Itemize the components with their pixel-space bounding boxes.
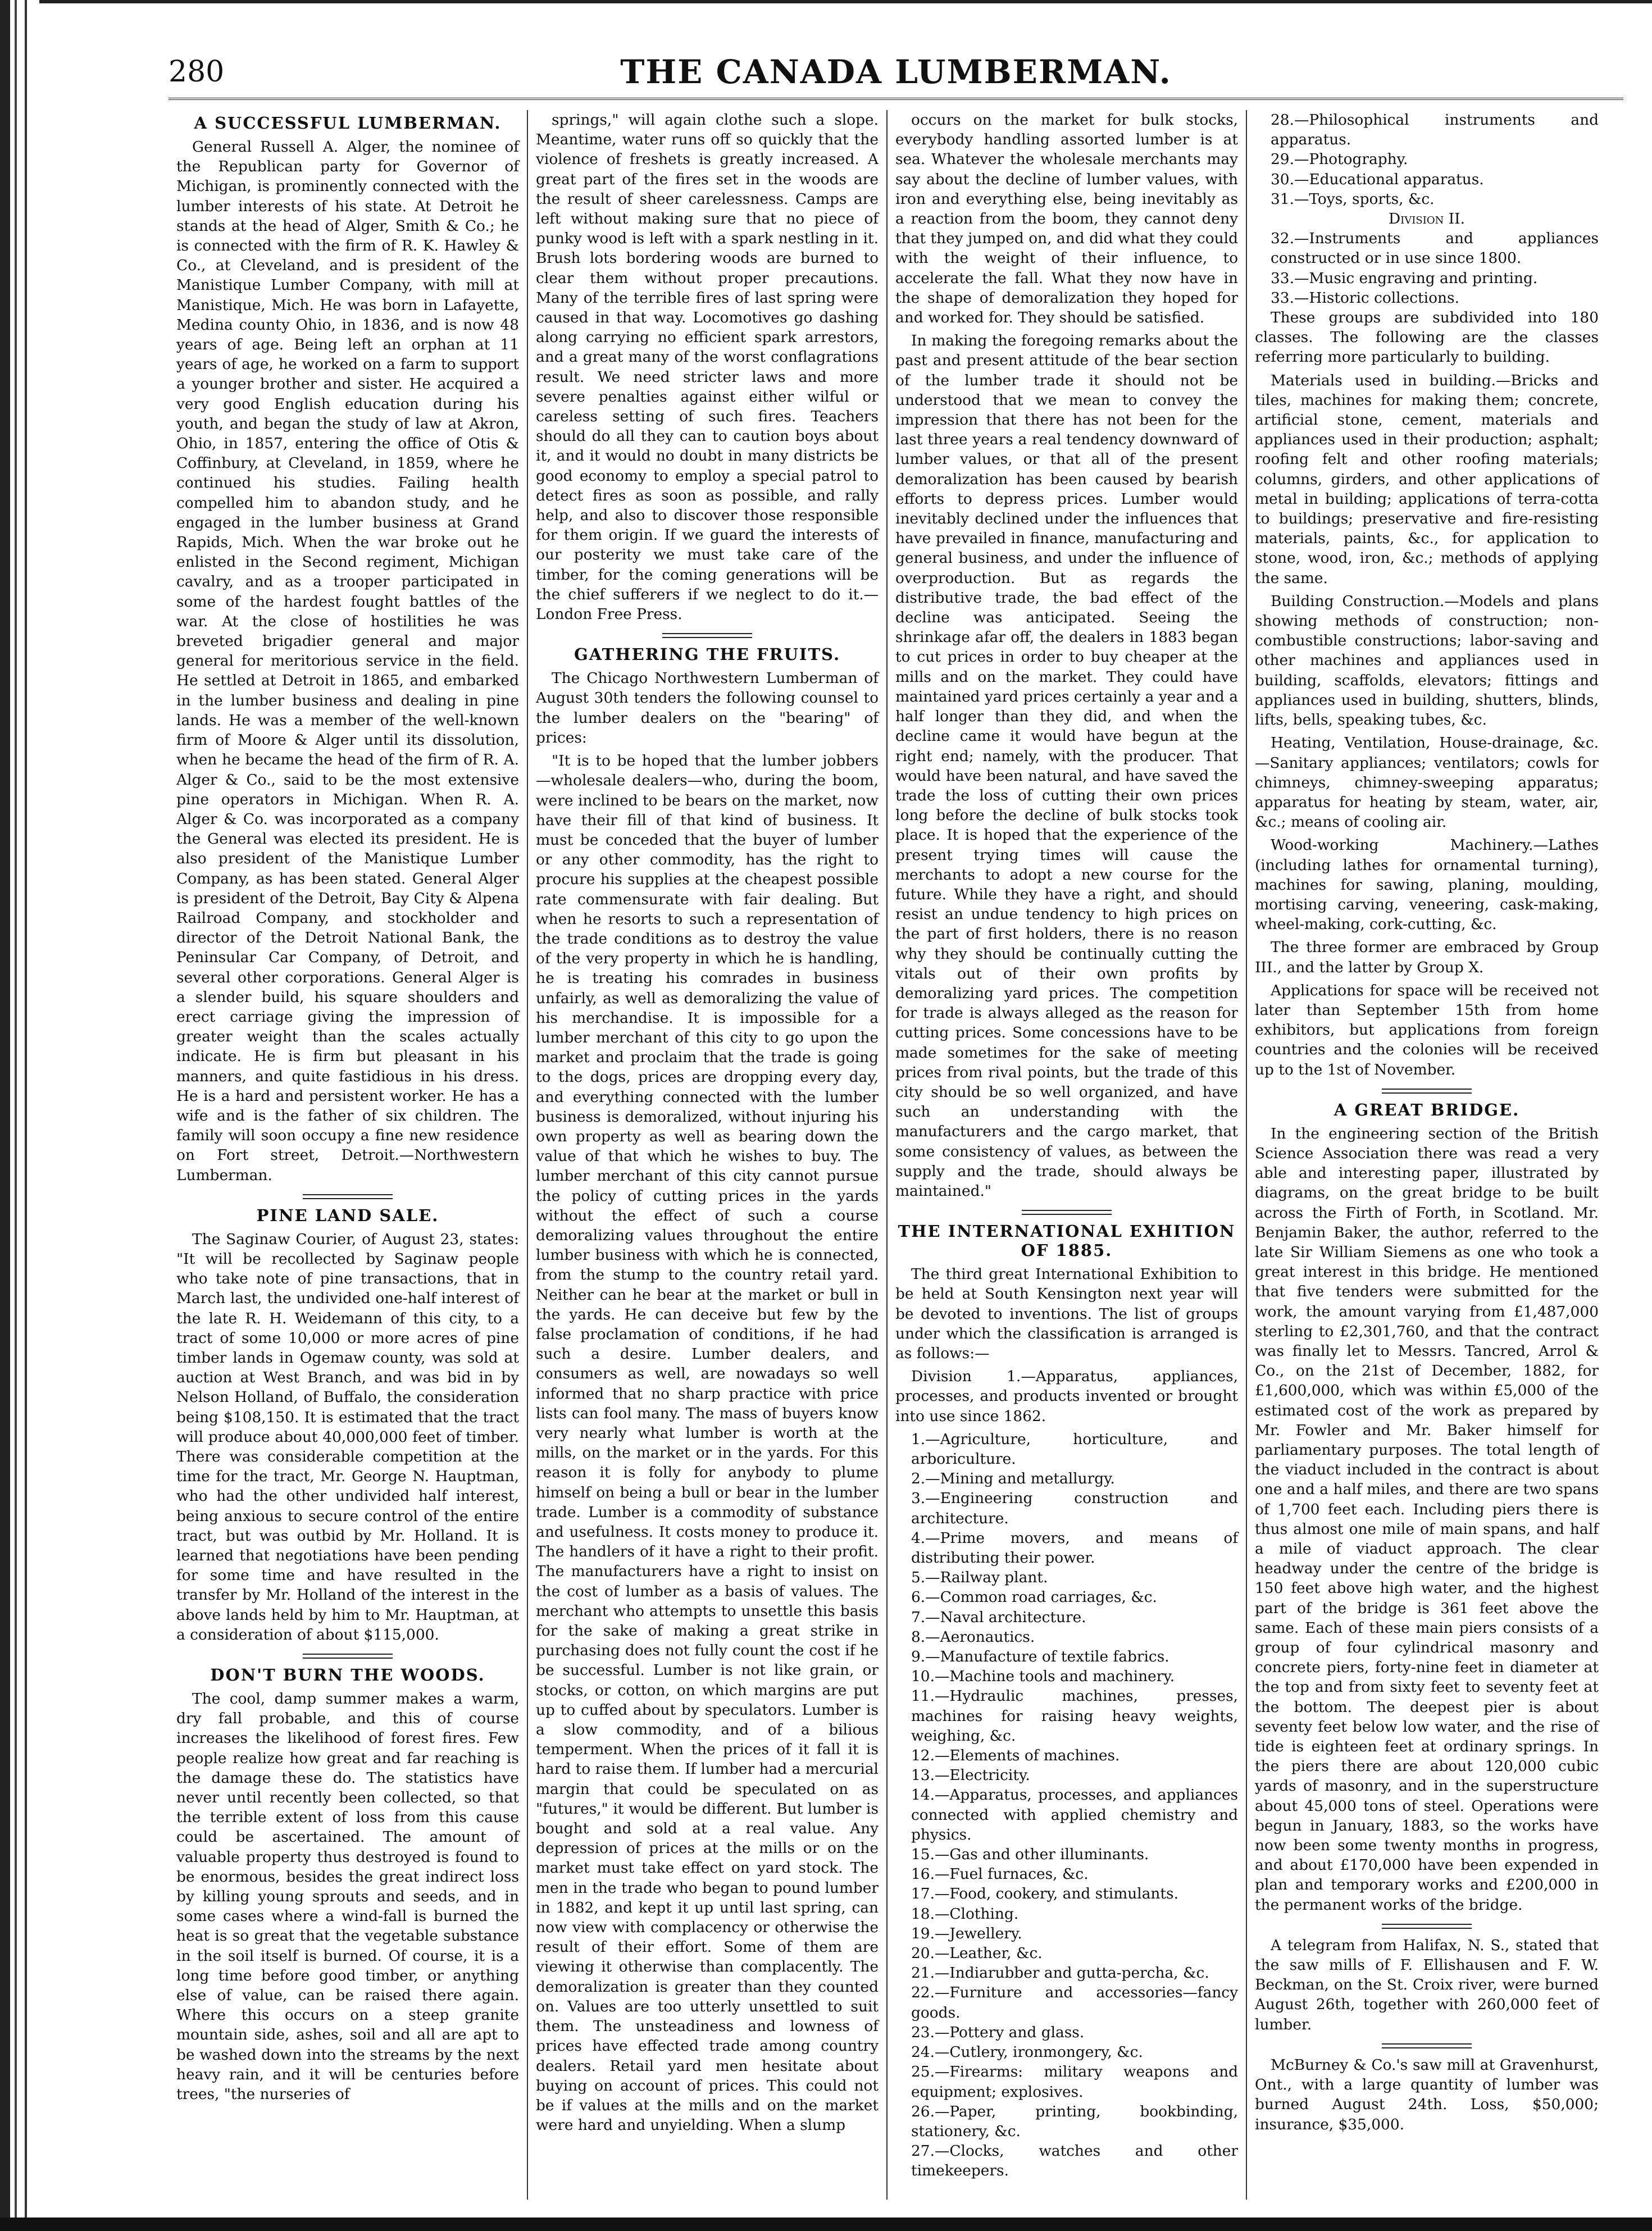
- list-item: 15.—Gas and other illuminants.: [911, 1846, 1149, 1864]
- section-rule: [1022, 1210, 1112, 1215]
- column-1: [169, 110, 528, 2200]
- newspaper-title: THE CANADA LUMBERMAN.: [620, 53, 1172, 91]
- column-2: [528, 110, 888, 2200]
- list-item: 18.—Clothing.: [911, 1905, 1019, 1923]
- list-item: 25.—Firearms: military weapons and equipment; explosives.: [911, 2063, 1238, 2101]
- list-item: 33.—Music engraving and printing.: [1271, 269, 1538, 287]
- article-text: General Russell A. Alger, the nominee of the Republican party for Governor of Michigan, is prominently connected with the lumber interests of his state. At Detroit he stands at the head of Alger, Smith & Co.; he is connected with the firm of R. K. Hawley & Co., at Cleveland, and is president of the Manistique Lumber Company, with mill at Manistique, Mich. He was born in Lafayette, Medina county Ohio, in 1836, and is now 48 years of age. Being left an orphan at 11 years of age, he worked on a farm to support a younger brother and sister. He acquired a very good English education during his youth, and began the study of law at Akron, Ohio, in 1857, entering the office of Otis & Coffinbury, at Cleveland, in 1859, where he continued his studies. Failing health compelled him to abandon study, and he engaged in the lumber business at Grand Rapids, Mich. When the war broke out he enlisted in the Second regiment, Michigan cavalry, and as a trooper participated in some of the hardest fought battles of the war. At the close of hostilities he was breveted brigadier general and major general for meritorious service in the field. He settled at Detroit in 1865, and embarked in the lumber business and dealing in pine lands. He was a member of the well-known firm of Moore & Alger until its dissolution, when he became the head of the firm of R. A. Alger & Co., said to be the most extensive pine operators in Michigan. When R. A. Alger & Co. was incorporated as a company the General was elected its president. He is also president of the Manistique Lumber Company, as has been stated. General Alger is president of the Detroit, Bay City & Alpena Railroad Company, and stockholder and director of the Detroit National Bank, the Peninsular Car Company, of Detroit, and several other corporations. General Alger is a slender build, his square shoulders and erect carriage giving the impression of greater weight than the scales actually indicate. He is firm but pleasant in his manners, and quite fastidious in his dress. He is a hard and persistent worker. He has a wife and is the father of six children. The family will soon occupy a fine new residence on Fort street, Detroit.—Northwestern Lumberman.: [176, 138, 519, 1184]
- list-item: 9.—Manufacture of textile fabrics.: [911, 1648, 1169, 1666]
- column-3: [888, 110, 1247, 2200]
- list-item: 14.—Apparatus, processes, and appliances connected with applied chemistry and physics.: [911, 1786, 1238, 1843]
- list-item: 17.—Food, cookery, and stimulants.: [911, 1885, 1178, 1903]
- article-text: "It is to be hoped that the lumber jobbers—wholesale dealers—who, during the boom, were inclined to be bears on the market, now have their fill of that kind of business. It must be conceded that the buyer of lumber or any other commodity, has the right to procure his supplies at the cheapest possible rate commensurate with fair dealing. But when he resorts to such a representation of the trade conditions as to destroy the value of the very property in which he is handling, he is treating his comrades in business unfairly, as well as demoralizing the value of his merchandise. It is impossible for a lumber merchant of this city to go upon the market and proclaim that the trade is going to the dogs, prices are dropping every day, and everything connected with the lumber business is demoralized, without injuring his own property as well as bearing down the value of that which he wishes to buy. The lumber merchant of this city cannot pursue the policy of cutting prices in the yards without the effect of such a course demoralizing values throughout the entire lumber business with which he is connected, from the stump to the country retail yard. Neither can he bear at the market or bull in the yards. He can deceive but few by the false proclamation of conditions, if he had such a desire. Lumber dealers, and consumers as well, are nowadays so well informed that no sharp practice with price lists can fool many. The mass of buyers know very nearly what lumber is worth at the mills, on the market or in the yards. For this reason it is folly for anybody to plume himself on being a bull or bear in the lumber trade. Lumber is a commodity of substance and usefulness. It costs money to produce it. The handlers of it have a right to their profit. The manufacturers have a right to insist on the cost of lumber as a basis of values. The merchant who attempts to unsettle this basis for the sake of making a great strike in purchasing does not fully count the cost if he be successful. Lumber is not like grain, or stocks, or cotton, on which margins are put up to cuffed about by speculators. Lumber is a slow commodity, and of a bilious temperment. When the prices of it fall it is hard to raise them. If lumber had a mercurial margin that could be speculated on as "futures," it would be different. But lumber is bought and sold at a real value. Any depression of prices at the mills or on the market must take effect on yard stock. The men in the trade who began to pound lumber in 1882, and kept it up until last spring, can now view with complacency or otherwise the result of their effort. Some of them are viewing it otherwise than complacently. The demoralization is greater than they counted on. Values are too utterly unsettled to suit them. The unsteadiness and lowness of prices have effected trade among country dealers. Retail yard men hesitate about buying on account of prices. This could not be if values at the mills and on the market were hard and unyielding. When a slump: [536, 752, 879, 2134]
- article-text: McBurney & Co.'s saw mill at Gravenhurst, Ont., with a large quantity of lumber was burned August 24th. Loss, $50,000; insurance, $35,000.: [1255, 2056, 1599, 2133]
- section-rule: [1382, 1089, 1472, 1094]
- division-heading: Division II.: [1389, 210, 1465, 228]
- list-item: 20.—Leather, &c.: [911, 1945, 1043, 1963]
- list-item: 31.—Toys, sports, &c.: [1271, 190, 1435, 208]
- article-text: Applications for space will be received not later than September 15th from home exhibitors, but applications from foreign countries and the colonies will be received up to the 1st of November.: [1255, 981, 1599, 1078]
- article-text: The Chicago Northwestern Lumberman of August 30th tenders the following counsel to the lumber dealers on the "bearing" of prices:: [536, 670, 879, 746]
- page-bottom-edge: [0, 2218, 1652, 2231]
- list-item: 29.—Photography.: [1271, 151, 1408, 169]
- list-item: 12.—Elements of machines.: [911, 1747, 1120, 1765]
- article-text: springs," will again clothe such a slope. Meantime, water runs off so quickly that the violence of freshets is greatly increased. A great part of the fires set in the woods are the result of sheer carelessness. Camps are left without making sure that no piece of punky wood is left with a spark nestling in it. Brush lots bordering woods are burned to clear them without proper precautions. Many of the terrible fires of last spring were caused in that way. Locomotives go dashing along carrying no efficient spark arrestors, and a great many of the worst conflagrations result. We need stricter laws and more severe penalties against either wilful or careless setting of such fires. Teachers should do all they can to caution boys about it, and it would no doubt in many districts be good economy to employ a special patrol to detect fires as soon as possible, and rally help, and also to discover those responsible for them origin. If we guard the interests of our posterity we must take care of the timber, for the coming generations will be the chief sufferers if we neglect to do it.—London Free Press.: [536, 111, 879, 623]
- list-item: 19.—Jewellery.: [911, 1924, 1022, 1942]
- section-rule: [303, 1654, 393, 1659]
- list-item: 4.—Prime movers, and means of distributing their power.: [911, 1529, 1238, 1567]
- list-item: 32.—Instruments and appliances constructed or in use since 1800.: [1271, 230, 1599, 267]
- list-item: 21.—Indiarubber and gutta-percha, &c.: [911, 1964, 1209, 1982]
- headline-dont-burn-woods: DON'T BURN THE WOODS.: [210, 1665, 485, 1685]
- article-text: These groups are subdivided into 180 classes. The following are the classes referring more particularly to building.: [1255, 309, 1599, 366]
- list-item: 10.—Machine tools and machinery.: [911, 1668, 1175, 1686]
- binding-edge: [0, 0, 39, 2231]
- article-text: The third great International Exhibition to be held at South Kensington next year will be devoted to inventions. The list of groups under which the classification is arranged is as follows:—: [895, 1265, 1238, 1362]
- masthead: [169, 49, 1623, 100]
- list-item: 26.—Paper, printing, bookbinding, stationery, &c.: [911, 2102, 1238, 2140]
- article-text: In making the foregoing remarks about the past and present attitude of the bear section of the lumber trade it should not be understood that we mean to convey the impression that there has not been for the last three years a real tendency downward of lumber values, or that all of the present demoralization has been caused by bearish efforts to depress prices. Lumber would inevitably declined under the influences that have prevailed in finance, manufacturing and general business, and under the influence of overproduction. But as regards the distributive trade, the bad effect of the decline was anticipated. Seeing the shrinkage afar off, the dealers in 1883 began to cut prices in order to buy cheaper at the mills and on the market. They could have maintained yard prices certainly a year and a half longer than they did, and when the decline came it would have begun at the right end; namely, with the producer. That would have been natural, and have saved the trade the loss of cutting their own prices long before the decline of bulk stocks took place. It is hoped that the experience of the present trying times will cause the merchants to adopt a new course for the future. While they have a right, and should resist an undue tendency to high prices on the part of first holders, there is no reason why they should be continually cutting the vitals out of their own profits by demoralizing yard prices. The competition for trade is always alleged as the reason for cutting prices. Some concessions have to be made sometimes for the sake of meeting prices from rival points, but the trade of this city should be so well organized, and have such an understanding with the manufacturers and the cargo market, that some consistency of values, as between the supply and the trade, should always be maintained.": [895, 332, 1238, 1200]
- article-text: A telegram from Halifax, N. S., stated that the saw mills of F. Ellishausen and F. W. Beckman, on the St. Croix river, were burned August 26th, together with 260,000 feet of lumber.: [1255, 1936, 1599, 2033]
- list-item: 1.—Agriculture, horticulture, and arboriculture.: [911, 1430, 1238, 1468]
- section-rule: [662, 633, 752, 638]
- article-text: The cool, damp summer makes a warm, dry fall probable, and this of course increases the likelihood of forest fires. Few people realize how great and far reaching is the damage these do. The statistics have never until recently been collected, so that the terrible extent of loss from this cause could be ascertained. The amount of valuable property thus destroyed is found to be enormous, besides the great indirect loss by killing young sprouts and seeds, and in some cases where a wind-fall is burned the heat is so great that the vegetable substance in the soil itself is burned. Of course, it is a long time before good timber, or anything else of value, can be raised there again. Where this occurs on a steep granite mountain side, ashes, soil and all are apt to be washed down into the streams by the next heavy rain, and it will be centuries before trees, "the nurseries of: [176, 1690, 519, 2103]
- article-text: In the engineering section of the British Science Association there was read a very able and interesting paper, illustrated by diagrams, on the great bridge to be built across the Firth of Forth, in Scotland. Mr. Benjamin Baker, the author, referred to the late Sir William Siemens as one who took a great interest in this bridge. He mentioned that five tenders were submitted for the work, the amount varying from £1,487,000 sterling to £2,301,760, and that the contract was finally let to Messrs. Tancred, Arrol & Co., on the 21st of December, 1882, for £1,600,000, which was within £5,000 of the estimated cost of the work as prepared by Mr. Fowler and Mr. Baker himself for parliamentary purposes. The total length of the viaduct included in the contract is about one and a half miles, and there are two spans of 1,700 feet each. Including piers there is thus almost one mile of main spans, and half a mile of viaduct approach. The clear headway under the centre of the bridge is 150 feet above high water, and the highest part of the bridge is 361 feet above the same. Each of these main piers consists of a group of four cylindrical masonry and concrete piers, forty-nine feet in diameter at the top and from sixty feet to seventy feet at the bottom. The deepest pier is about seventy feet below low water, and the rise of tide is eighteen feet at ordinary springs. In the piers there are about 120,000 cubic yards of masonry, and in the superstructure about 45,000 tons of steel. Operations were begun in January, 1883, so the works have now been some twenty months in progress, and about £170,000 have been expended in plan and temporary works and £200,000 in the permanent works of the bridge.: [1255, 1124, 1599, 1914]
- list-item: 16.—Fuel furnaces, &c.: [911, 1865, 1089, 1883]
- list-item: 11.—Hydraulic machines, presses, machines for raising heavy weights, weighing, &c.: [911, 1687, 1238, 1745]
- page-top-edge: [0, 0, 1652, 3]
- section-rule: [1382, 1924, 1472, 1929]
- list-item: 30.—Educational apparatus.: [1271, 170, 1484, 188]
- article-text: Materials used in building.—Bricks and tiles, machines for making them; concrete, artificial stone, cement, materials and appliances used in their production; asphalt; roofing felt and other roofing materials; columns, girders, and other applications of metal in building; applications of terra-cotta to buildings; preservative and fire-resisting materials, paints, &c., for application to stone, wood, iron, &c.; methods of applying the same.: [1255, 371, 1599, 587]
- list-item: 2.—Mining and metallurgy.: [911, 1470, 1115, 1488]
- list-item: 13.—Electricity.: [911, 1766, 1030, 1784]
- section-rule: [303, 1194, 393, 1199]
- article-text: Building Construction.—Models and plans showing methods of construction; non-combustible constructions; labor-saving and other machines and appliances used in building, scaffolds, elevators; fittings and appliances used in building, shutters, blinds, lifts, bells, speaking tubes, &c.: [1255, 592, 1599, 729]
- list-item: 5.—Railway plant.: [911, 1569, 1048, 1587]
- page-number: 280: [169, 55, 225, 89]
- headline-great-bridge: A GREAT BRIDGE.: [1334, 1100, 1520, 1119]
- list-item: 7.—Naval architecture.: [911, 1608, 1086, 1626]
- list-item: 8.—Aeronautics.: [911, 1628, 1035, 1646]
- article-columns: [169, 110, 1623, 2200]
- headline-successful-lumberman: A SUCCESSFUL LUMBERMAN.: [194, 113, 502, 133]
- article-text: occurs on the market for bulk stocks, everybody handling assorted lumber is at sea. Whatever the wholesale merchants may say about the decline of lumber values, with iron and everything else, being inevitably as a reaction from the boom, they cannot deny that they jumped on, and did what they could with the weight of their influence, to accelerate the fall. What they now have in the shape of demoralization they hoped for and worked for. They should be satisfied.: [895, 111, 1238, 327]
- article-text: The three former are embraced by Group III., and the latter by Group X.: [1255, 939, 1599, 976]
- list-item: 6.—Common road carriages, &c.: [911, 1588, 1157, 1606]
- list-item: 24.—Cutlery, ironmongery, &c.: [911, 2043, 1143, 2061]
- headline-pine-land-sale: PINE LAND SALE.: [256, 1205, 439, 1225]
- list-item: 33.—Historic collections.: [1271, 289, 1459, 307]
- list-item: 23.—Pottery and glass.: [911, 2023, 1085, 2041]
- headline-international-exhibition: THE INTERNATIONAL EXHITION OF 1885.: [898, 1222, 1236, 1260]
- column-4: [1247, 110, 1607, 2200]
- article-text: Heating, Ventilation, House-drainage, &c.—Sanitary appliances; ventilators; cowls for chimneys, chimney-sweeping apparatus; apparatus for heating by steam, water, air, &c.; means of cooling air.: [1255, 734, 1599, 831]
- article-text: The Saginaw Courier, of August 23, states: "It will be recollected by Saginaw people who take note of pine transactions, that in March last, the undivided one-half interest of the late R. H. Weidemann of this city, to a tract of some 10,000 or more acres of pine timber lands in Ogemaw county, was sold at auction at West Branch, and was bid in by Nelson Holland, of Buffalo, the consideration being $108,150. It is estimated that the tract will produce about 40,000,000 feet of timber. There was considerable competition at the time for the tract, Mr. George N. Hauptman, who had the other undivided half interest, being anxious to secure control of the entire tract, but was outbid by Mr. Holland. It is learned that negotiations have been pending for some time and have resulted in the transfer by Mr. Holland of the interest in the above lands held by him to Mr. Hauptman, at a consideration of about $115,000.: [176, 1230, 519, 1643]
- list-item: 3.—Engineering construction and architecture.: [911, 1490, 1238, 1527]
- headline-gathering-fruits: GATHERING THE FRUITS.: [574, 645, 841, 664]
- list-item: 28.—Philosophical instruments and apparatus.: [1271, 111, 1599, 149]
- article-text: Division 1.—Apparatus, appliances, processes, and products invented or brought into use since 1862.: [895, 1368, 1238, 1425]
- list-item: 22.—Furniture and accessories—fancy goods.: [911, 1984, 1238, 2021]
- section-rule: [1382, 2043, 1472, 2048]
- article-text: Wood-working Machinery.—Lathes (including lathes for ornamental turning), machines for sawing, planing, moulding, mortising carving, veneering, cask-making, wheel-making, cork-cutting, &c.: [1255, 836, 1599, 934]
- list-item: 27.—Clocks, watches and other timekeepers.: [911, 2142, 1238, 2180]
